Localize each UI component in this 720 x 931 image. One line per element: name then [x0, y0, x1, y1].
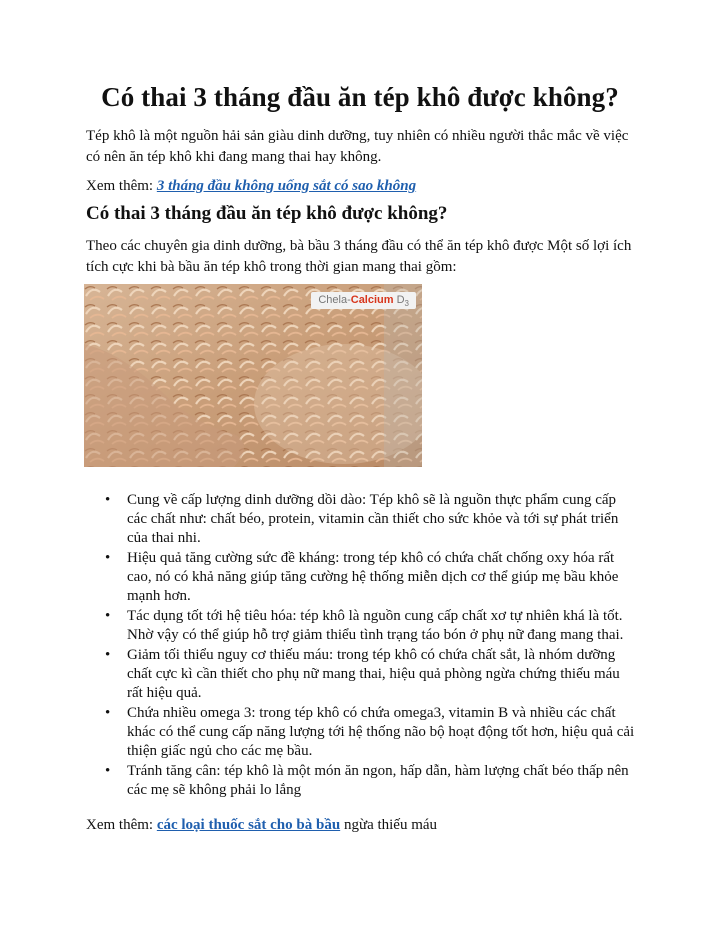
bullet-icon: •	[105, 550, 111, 566]
see-also-2-suffix: ngừa thiếu máu	[340, 817, 438, 833]
benefits-list	[86, 491, 636, 801]
page-title: Có thai 3 tháng đầu ăn tép khô được không?	[101, 82, 619, 112]
bullet-icon: •	[105, 705, 111, 721]
list-item: • Tác dụng tốt tới hệ tiêu hóa: tép khô là nguồn cung cấp chất xơ tự nhiên khá là tốt. Nhờ vậy có thể giúp hỗ trợ giảm thiểu tình trạng táo bón ở phụ nữ đang mang thai.	[105, 608, 624, 643]
list-item: • Giảm tối thiểu nguy cơ thiếu máu: trong tép khô có chứa chất sắt, là nhóm dưỡng chất cực kì cần thiết cho phụ nữ mang thai, hiệu quả phòng ngừa chứng thiếu máu rất hiệu quả.	[105, 647, 620, 701]
shrimp-illustration	[84, 284, 422, 467]
bullet-icon: •	[105, 647, 111, 663]
list-item: • Cung về cấp lượng dinh dưỡng dồi dào: Tép khô sẽ là nguồn thực phẩm cung cấp các chất như: chất béo, protein, vitamin cần thiết cho sức khỏe và tới sự phát triển của thai nhi.	[105, 492, 619, 546]
section-heading: Có thai 3 tháng đầu ăn tép khô được không?	[86, 203, 448, 224]
list-item: • Hiệu quả tăng cường sức đề kháng: trong tép khô có chứa chất chống oxy hóa rất cao, nó có khả năng giúp tăng cường hệ thống miễn dịch cơ thể giúp mẹ bầu khỏe mạnh hơn.	[105, 550, 619, 604]
bullet-icon: •	[105, 608, 111, 624]
see-also-2-prefix: Xem thêm:	[86, 817, 157, 833]
list-item: • Chứa nhiều omega 3: trong tép khô có chứa omega3, vitamin B và nhiều các chất khác có thể cung cấp năng lượng tới hệ thống não bộ hoạt động tốt hơn, hiệu quả cải thiện giấc ngủ cho các mẹ bầu.	[105, 705, 635, 759]
bullet-icon: •	[105, 492, 111, 508]
see-also-1-link[interactable]: 3 tháng đầu không uống sắt có sao không	[156, 178, 417, 194]
brand-watermark: Chela-Calcium $D_3$	[311, 292, 416, 309]
see-also-2-link[interactable]: các loại thuốc sắt cho bà bầu	[156, 817, 341, 833]
section-paragraph: Theo các chuyên gia dinh dưỡng, bà bầu 3 tháng đầu có thể ăn tép khô được Một số lợi ích tích cực khi bà bầu ăn tép khô trong thời gian mang thai gồm:	[86, 238, 632, 275]
see-also-1-prefix: Xem thêm:	[86, 178, 157, 194]
dried-shrimp-photo	[84, 284, 422, 467]
see-also-2	[86, 815, 646, 836]
intro-paragraph: Tép khô là một nguồn hải sản giàu dinh dưỡng, tuy nhiên có nhiều người thắc mắc về việc có nên ăn tép khô khi đang mang thai hay không.	[86, 128, 629, 165]
list-item: • Tránh tăng cân: tép khô là một món ăn ngon, hấp dẫn, hàm lượng chất béo thấp nên các mẹ sẽ không phải lo lắng	[105, 763, 629, 798]
see-also-1	[86, 176, 646, 197]
bullet-icon: •	[105, 763, 111, 779]
